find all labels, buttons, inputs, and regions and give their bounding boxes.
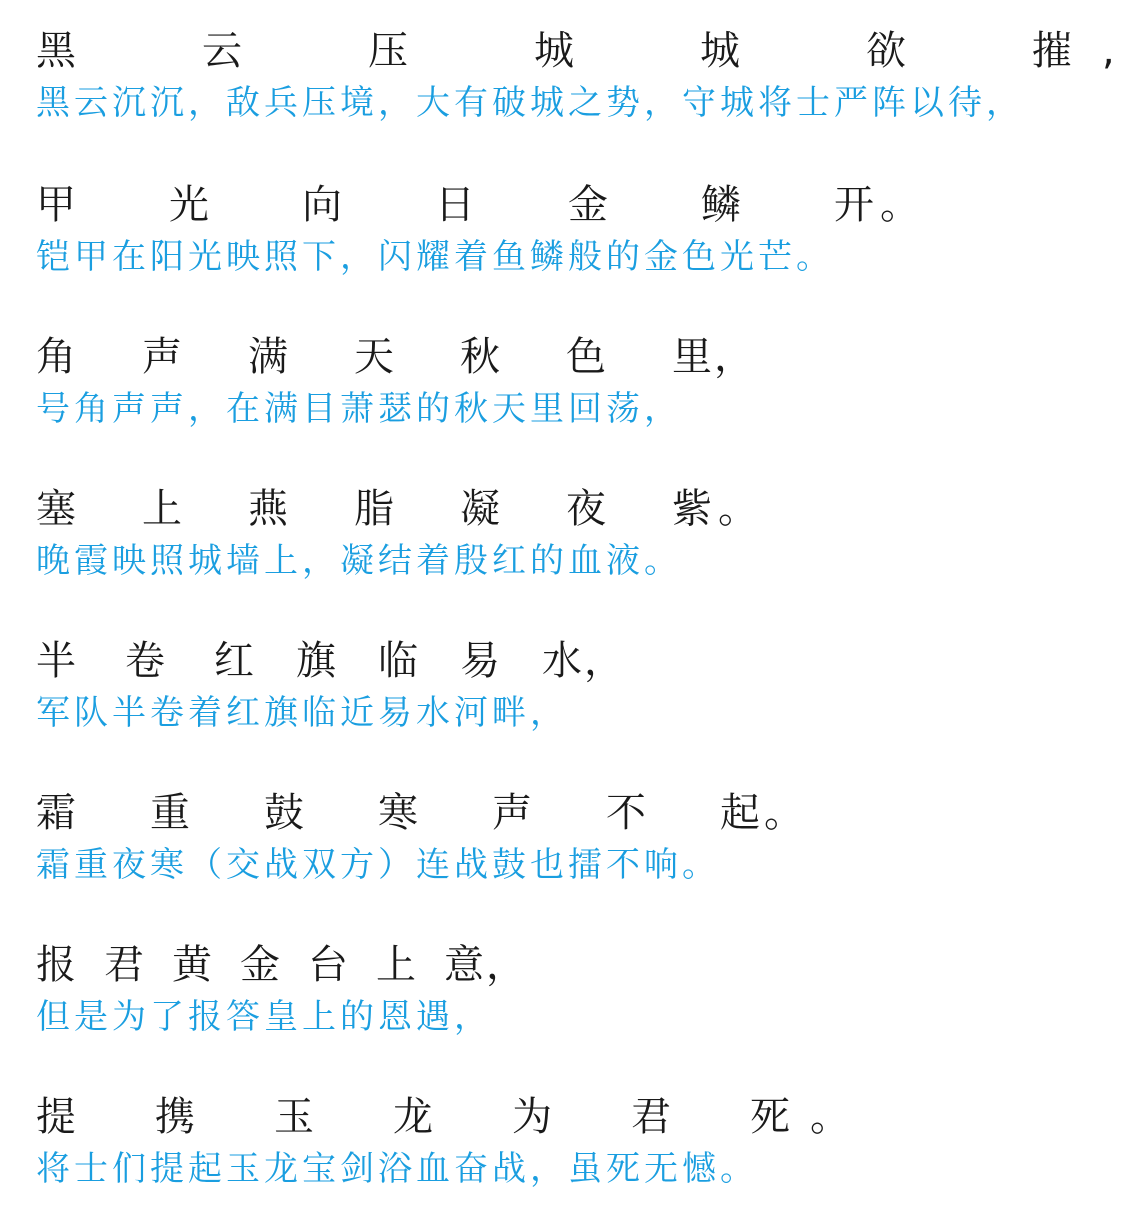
verse-char: 重 [150,790,190,836]
translation-line: 但是为了报答皇上的恩遇， [36,997,492,1037]
verse-char: 旗 [296,638,336,684]
verse-char: 光 [169,182,209,228]
verse-char: 上 [376,942,416,988]
verse-char: 霜 [36,790,76,836]
stanza-8 [36,1088,850,1189]
verse-char: 君 [104,942,144,988]
verse-char: 黄 [172,942,212,988]
verse-char: 声 [492,790,532,836]
verse-char: 日 [435,182,475,228]
stanza-7 [36,936,526,1037]
verse-char: 燕 [248,486,288,532]
verse-char: 里 [672,334,712,380]
verse-char: 满 [248,334,288,380]
verse-char: 卷 [125,638,165,684]
verse-punct: ， [714,334,754,380]
verse-char: 开 [834,182,874,228]
stanza-3 [36,328,754,429]
verse-punct: , [1102,28,1115,74]
translation-line: 军队半卷着红旗临近易水河畔， [36,693,568,733]
verse-char: 黑 [36,28,76,74]
verse-char: 携 [155,1094,195,1140]
verse-char: 秋 [460,334,500,380]
verse-char: 金 [240,942,280,988]
verse-char: 龙 [393,1094,433,1140]
verse-char: 起 [720,790,760,836]
verse-char: 鼓 [264,790,304,836]
verse-char: 云 [202,28,242,74]
verse-punct: ， [584,638,624,684]
verse-char: 为 [512,1094,552,1140]
verse-char: 易 [460,638,500,684]
verse-punct: 。 [880,182,920,228]
verse-char: 提 [36,1094,76,1140]
verse-char: 红 [214,638,254,684]
verse-char: 意 [444,942,484,988]
verse-punct: 。 [718,486,758,532]
verse-char: 不 [606,790,646,836]
verse-punct: 。 [810,1094,850,1140]
verse-char: 摧 [1032,28,1072,74]
verse-char: 天 [354,334,394,380]
verse-char: 报 [36,942,76,988]
verse-char: 水 [542,638,582,684]
translation-line: 黑云沉沉，敌兵压境，大有破城之势，守城将士严阵以待， [36,83,1024,123]
verse-char: 半 [36,638,76,684]
verse-char: 凝 [460,486,500,532]
verse-char: 塞 [36,486,76,532]
verse-char: 君 [631,1094,671,1140]
verse-char: 上 [142,486,182,532]
verse-char: 甲 [36,182,76,228]
verse-char: 向 [302,182,342,228]
verse-char: 脂 [354,486,394,532]
translation-line: 将士们提起玉龙宝剑浴血奋战，虽死无憾。 [36,1149,758,1189]
stanza-5 [36,632,624,733]
translation-line: 霜重夜寒（交战双方）连战鼓也擂不响。 [36,845,720,885]
verse-char: 角 [36,334,76,380]
verse-punct: ， [486,942,526,988]
verse-line [36,936,526,994]
stanza-1 [36,22,1122,123]
verse-char: 寒 [378,790,418,836]
verse-char: 声 [142,334,182,380]
verse-char: 台 [308,942,348,988]
verse-char: 夜 [566,486,606,532]
verse-char: 金 [568,182,608,228]
stanza-2 [36,176,920,277]
verse-char: 欲 [866,28,906,74]
translation-line: 铠甲在阳光映照下，闪耀着鱼鳞般的金色光芒。 [36,237,834,277]
verse-line [36,22,1122,80]
translation-line: 号角声声，在满目萧瑟的秋天里回荡， [36,389,682,429]
translation-line: 晚霞映照城墙上，凝结着殷红的血液。 [36,541,682,581]
verse-char: 压 [368,28,408,74]
verse-char: 死 [750,1094,790,1140]
verse-char: 城 [700,28,740,74]
verse-line [36,176,920,234]
verse-char: 鳞 [701,182,741,228]
verse-char: 临 [378,638,418,684]
verse-line [36,784,804,842]
verse-char: 玉 [274,1094,314,1140]
verse-line [36,1088,850,1146]
verse-punct: 。 [764,790,804,836]
verse-char: 紫 [672,486,712,532]
verse-char: 色 [566,334,606,380]
verse-line [36,480,758,538]
stanza-4 [36,480,758,581]
verse-char: 城 [534,28,574,74]
verse-line [36,328,754,386]
stanza-6 [36,784,804,885]
verse-line [36,632,624,690]
